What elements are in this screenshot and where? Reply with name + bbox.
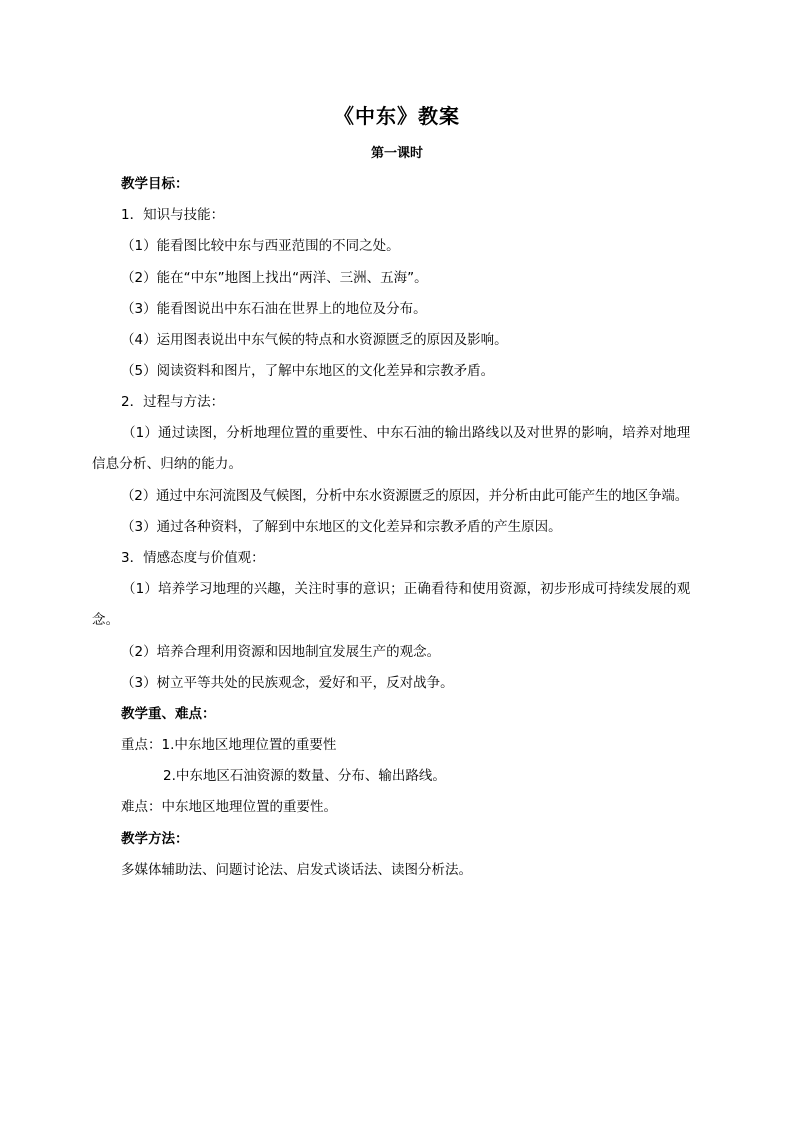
methods-heading: 教学方法： <box>121 831 189 847</box>
methods-text: 多媒体辅助法、问题讨论法、启发式谈话法、读图分析法。 <box>121 862 472 878</box>
section1-item: （5）阅读资料和图片，了解中东地区的文化差异和宗教矛盾。 <box>121 363 495 379</box>
section3-heading: 3．情感态度与价值观： <box>121 550 265 566</box>
section1-item: （1）能看图比较中东与西亚范围的不同之处。 <box>121 238 400 254</box>
section3-item: （3）树立平等共处的民族观念，爱好和平，反对战争。 <box>121 675 454 691</box>
section1-item: （3）能看图说出中东石油在世界上的地位及分布。 <box>121 301 427 317</box>
section1-heading: 1．知识与技能： <box>121 207 225 223</box>
focus-point-2: 2.中东地区石油资源的数量、分布、输出路线。 <box>163 768 446 784</box>
section2-item: （1）通过读图，分析地理位置的重要性、中东石油的输出路线以及对世界的影响，培养对地理信息分析、归纳的能力。 <box>92 425 691 472</box>
section2-item: （2）通过中东河流图及气候图，分析中东水资源匮乏的原因，并分析由此可能产生的地区争端。 <box>121 488 688 504</box>
key-points-heading: 教学重、难点： <box>121 706 216 722</box>
document-title: 《中东》教案 <box>334 104 460 128</box>
section2-item: （3）通过各种资料，了解到中东地区的文化差异和宗教矛盾的产生原因。 <box>121 519 562 535</box>
section1-item: （4）运用图表说出中东气候的特点和水资源匮乏的原因及影响。 <box>121 332 508 348</box>
section3-item: （2）培养合理利用资源和因地制宜发展生产的观念。 <box>121 644 441 660</box>
section3-item: （1）培养学习地理的兴趣，关注时事的意识；正确看待和使用资源，初步形成可持续发展的观念。 <box>92 581 691 628</box>
difficulty-point: 难点：中东地区地理位置的重要性。 <box>121 799 337 815</box>
section1-item: （2）能在“中东”地图上找出“两洋、三洲、五海”。 <box>121 270 428 286</box>
focus-point-1: 重点：1.中东地区地理位置的重要性 <box>121 737 337 753</box>
section2-heading: 2．过程与方法： <box>121 394 225 410</box>
lesson-subtitle: 第一课时 <box>370 146 423 161</box>
objectives-heading: 教学目标： <box>121 176 189 192</box>
